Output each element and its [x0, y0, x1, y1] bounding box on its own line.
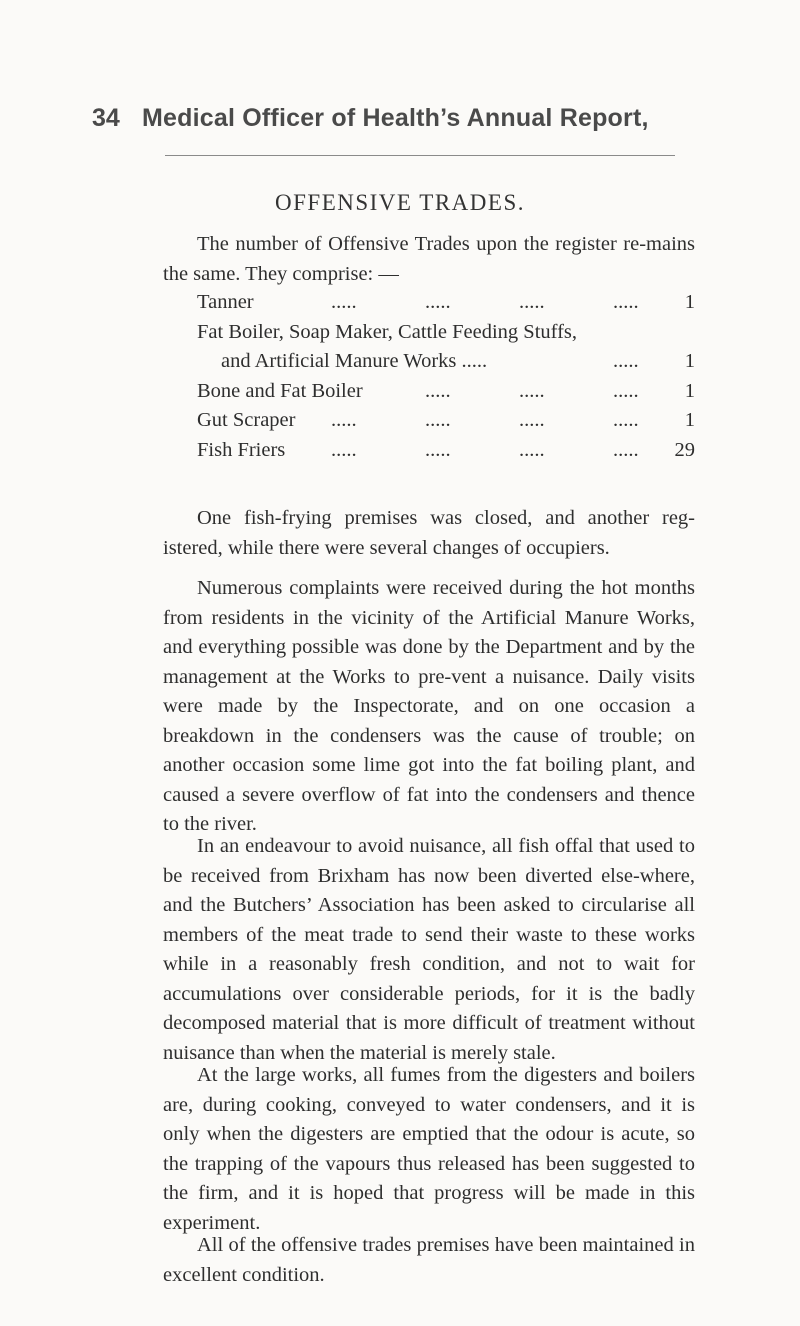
list-item [197, 318, 695, 348]
paragraph-closed [163, 504, 695, 563]
trade-count: 1 [684, 379, 695, 402]
paragraph-text: In an endeavour to avoid nuisance, all fish offal that used to be received from Brixham has now been diverted else-where, and the Butchers’ Association has been asked to circularise all members of the meat trade to send their waste to these works while in a reasonably fresh condition, and not to wait for accumulations over considerable periods, for it is the badly decomposed material that is more difficult of treatment without nuisance than when the material is merely stale. [163, 835, 695, 1064]
paragraph-text: At the large works, all fumes from the digesters and boilers are, during cooking, conveyed to water condensers, and it is only when the digesters are emptied that the odour is acute, so the trapping of the vapours thus released has been suggested to the firm, and it is hoped that progress will be made in this experiment. [163, 1064, 695, 1234]
list-item: Fish Friers ..... ..... ..... ..... 29 [197, 436, 695, 466]
trade-name: Tanner [197, 291, 254, 313]
list-item: Tanner ..... ..... ..... ..... 1 [197, 288, 695, 318]
trade-name: Fat Boiler, Soap Maker, Cattle Feeding Stuffs, [197, 320, 578, 343]
page-header [92, 104, 732, 144]
trade-name: Gut Scraper [197, 409, 296, 431]
trades-list [197, 288, 695, 465]
trade-name: Bone and Fat Boiler [197, 379, 363, 402]
running-title: Medical Officer of Health’s Annual Report, [142, 104, 649, 132]
header-rule [165, 155, 675, 156]
trade-count: 29 [674, 438, 695, 461]
page-number: 34 [92, 104, 120, 132]
intro-paragraph [163, 230, 695, 289]
paragraph-text: All of the offensive trades premises have been maintained in excellent condition. [163, 1234, 695, 1286]
paragraph-text: Numerous complaints were received during the hot months from residents in the vicinity of the Artificial Manure Works, and everything possible was done by the Department and by the management at the Works to pre-vent a nuisance. Daily visits were made by the Inspectorate, and on one occasion a breakdown in the condensers was the cause of trouble; on another occasion some lime got into the fat boiling plant, and caused a severe overflow of fat into the condensers and thence to the river. [163, 577, 695, 835]
paragraph-complaints [163, 574, 695, 840]
paragraph-offal [163, 832, 695, 1068]
paragraph-maintained [163, 1231, 695, 1290]
trade-count: 1 [684, 291, 695, 313]
paragraph-text: One fish-frying premises was closed, and another reg-istered, while there were several changes of occupiers. [163, 507, 695, 559]
trade-count: 1 [684, 350, 695, 372]
trade-count: 1 [684, 409, 695, 431]
section-title: OFFENSIVE TRADES. [275, 190, 525, 215]
list-item-continuation: and Artificial Manure Works ..... ..... 1 [197, 347, 695, 377]
intro-text: The number of Offensive Trades upon the register re-mains the same. They comprise: — [163, 233, 695, 285]
trade-name: Fish Friers [197, 438, 286, 461]
list-item: Gut Scraper ..... ..... ..... ..... 1 [197, 406, 695, 436]
paragraph-fumes [163, 1061, 695, 1238]
list-item: Bone and Fat Boiler ..... ..... ..... 1 [197, 377, 695, 407]
trade-name-continuation: and Artificial Manure Works ..... [221, 350, 488, 372]
